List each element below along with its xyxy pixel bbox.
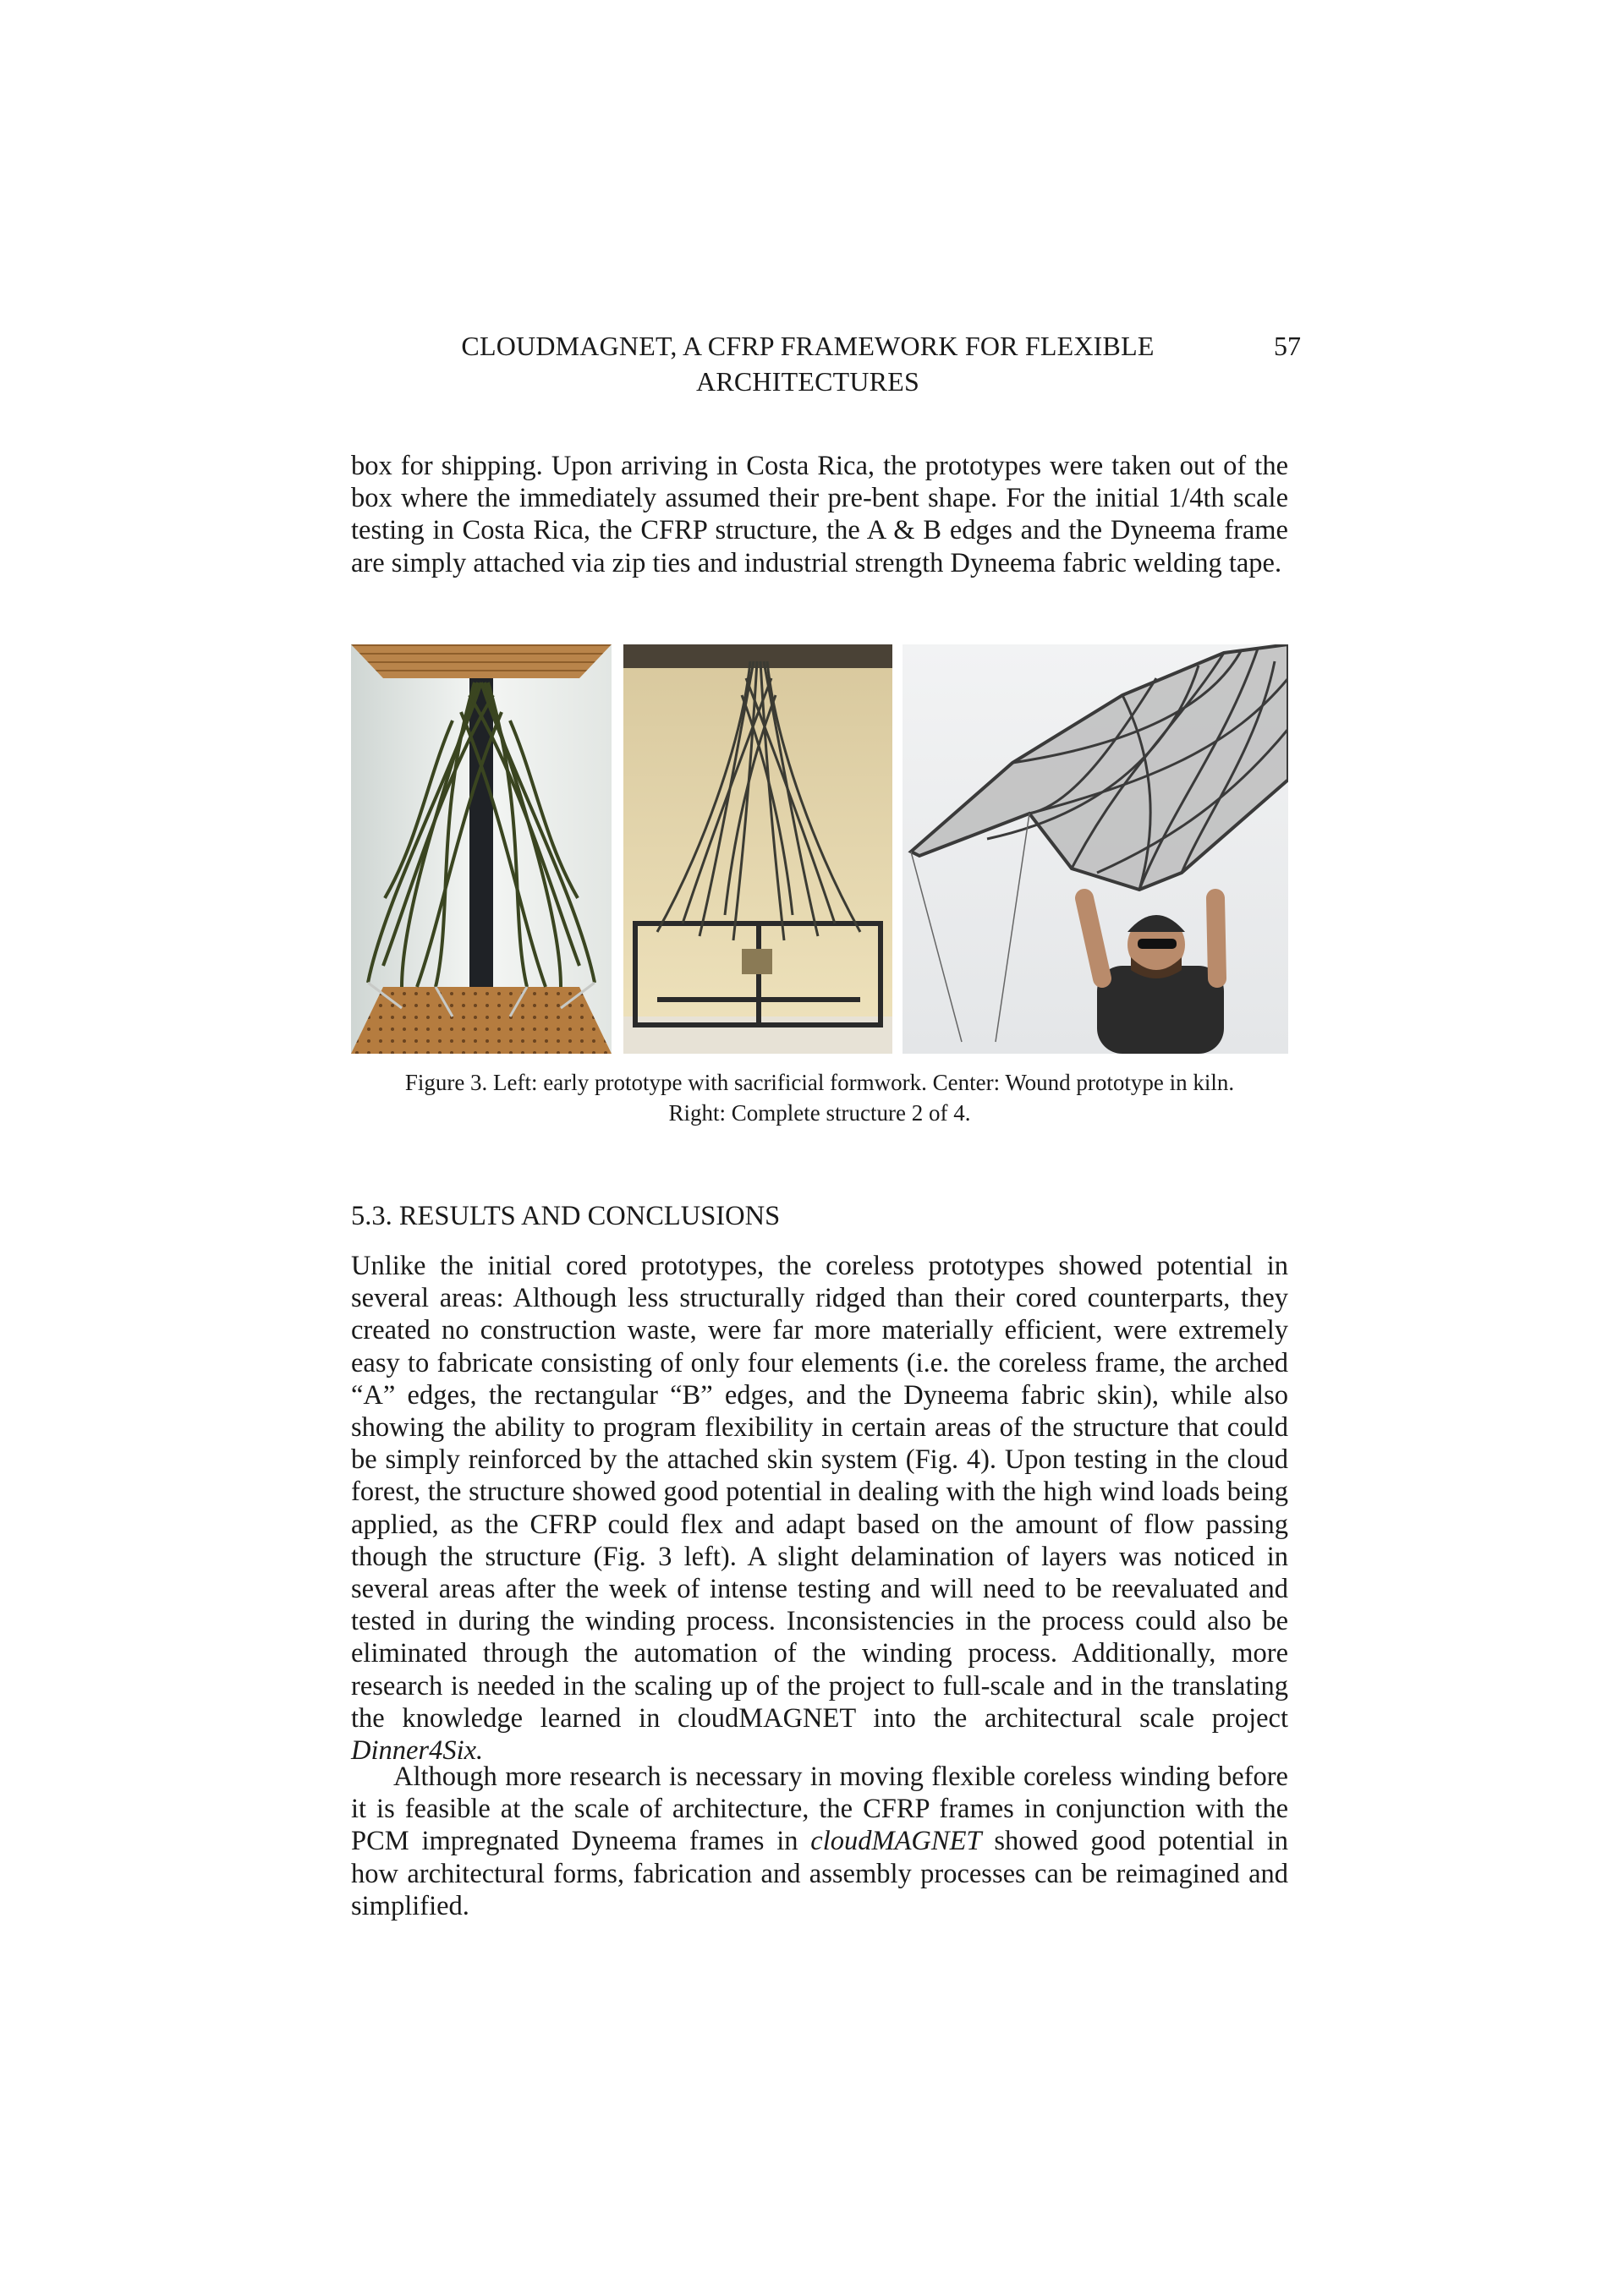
paragraph-conclusion bbox=[351, 1761, 1288, 1922]
project-name-dinner4six: Dinner4Six. bbox=[351, 1735, 484, 1767]
running-header-line2: ARCHITECTURES bbox=[696, 366, 919, 397]
figure-3-photos bbox=[351, 644, 1288, 1054]
paragraph-conclusion-end: showed good potential in how architectural forms, fabrication and assembly processes can be reimagined and simplified. bbox=[351, 1826, 1288, 1921]
photo-right-complete-structure bbox=[903, 644, 1288, 1054]
running-header bbox=[440, 328, 1176, 399]
caption-line1: Figure 3. Left: early prototype with sacrificial formwork. Center: Wound prototype in kiln. bbox=[404, 1070, 1235, 1095]
caption-line2: Right: Complete structure 2 of 4. bbox=[668, 1100, 971, 1126]
project-name-cloudmagnet: cloudMAGNET bbox=[810, 1826, 982, 1857]
running-header-line1: CLOUDMAGNET, A CFRP FRAMEWORK FOR FLEXIBLE bbox=[461, 331, 1155, 361]
paragraph-results-text: Unlike the initial cored prototypes, the coreless prototypes showed potential in several areas: Although less structurally ridged than their cored counterparts, they created no construction waste, were far more materially efficient, were extremely easy to fabricate consisting of only four elements (i.e. the coreless frame, the arched “A” edges, the rectangular “B” edges, and the Dyneema fabric skin), while also showing the ability to program flexibility in certain areas of the structure that could be simply reinforced by the attached skin system (Fig. 4). Upon testing in the cloud forest, the structure showed good potential in dealing with the high wind loads being applied, as the CFRP could flex and adapt based on the amount of flow passing though the structure (Fig. 3 left). A slight delamination of layers was noticed in several areas after the week of intense testing and will need to be reevaluated and tested in during the winding process. Inconsistencies in the process could also be eliminated through the automation of the winding process. Additionally, more research is needed in the scaling up of the project to full-scale and in the translating the knowledge learned in cloudMAGNET into the architectural scale project bbox=[351, 1251, 1288, 1734]
page-number: 57 bbox=[1274, 331, 1301, 361]
paragraph-results bbox=[351, 1250, 1288, 1767]
paragraph-conclusion-start: Although more research is necessary in moving flexible coreless winding before it is feasible at the scale of architecture, the CFRP frames in conjunction with the PCM impregnated Dyneema frames in bbox=[351, 1762, 1288, 1857]
photo-left-early-prototype bbox=[351, 644, 612, 1054]
figure-3-caption bbox=[351, 1067, 1288, 1128]
figure-3 bbox=[351, 644, 1288, 1054]
section-heading: 5.3. RESULTS AND CONCLUSIONS bbox=[351, 1201, 781, 1231]
photo-center-wound-prototype bbox=[623, 644, 892, 1054]
paragraph-shipping: box for shipping. Upon arriving in Costa Rica, the prototypes were taken out of the box where the immediately assumed their pre-bent shape. For the initial 1/4th scale testing in Costa Rica, the CFRP structure, the A & B edges and the Dyneema frame are simply attached via zip ties and industrial strength Dyneema fabric welding tape. bbox=[351, 451, 1288, 578]
